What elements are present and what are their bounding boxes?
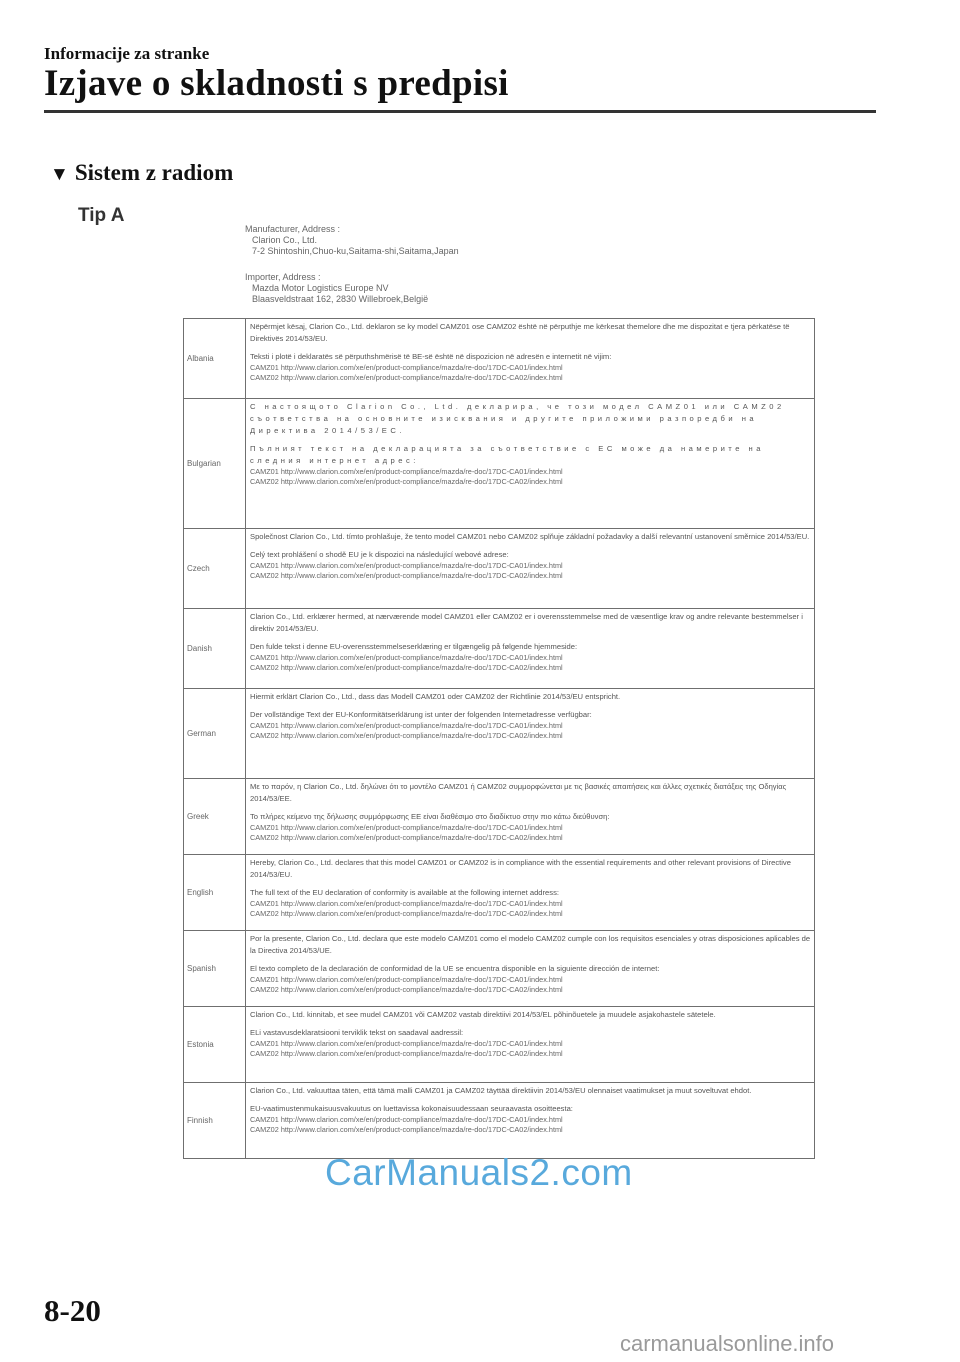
declaration-fulltext-note: Teksti i plotë i deklaratës së përputhshmërisë të BE-së është në dispozicion në adresën e internetit në vijim: xyxy=(250,352,612,361)
declaration-cell xyxy=(246,319,815,399)
declaration-url: CAMZ02 http://www.clarion.com/xe/en/product-compliance/mazda/re-doc/17DC-CA02/index.html xyxy=(250,477,563,486)
declaration-statement: Nëpërmjet kësaj, Clarion Co., Ltd. deklaron se ky model CAMZ01 ose CAMZ02 është në përputhje me kërkesat themelore dhe me dispozitat e tjera përkatëse të Direktivës 2014/53/EU. xyxy=(250,322,790,343)
declaration-statement: Hiermit erklärt Clarion Co., Ltd., dass das Modell CAMZ01 oder CAMZ02 der Richtlinie 2014/53/EU entspricht. xyxy=(250,692,621,701)
language-cell: English xyxy=(184,855,246,931)
declaration-cell xyxy=(246,931,815,1007)
declaration-statement: Por la presente, Clarion Co., Ltd. declara que este modelo CAMZ01 como el modelo CAMZ02 cumple con los requisitos esenciales y otras disposiciones aplicables de la Directiva 2014/53/UE. xyxy=(250,934,811,955)
manufacturer-name: Clarion Co., Ltd. xyxy=(252,235,318,245)
site-watermark: carmanualsonline.info xyxy=(620,1331,835,1356)
page-number: 8-20 xyxy=(44,1293,101,1328)
declaration-url: CAMZ02 http://www.clarion.com/xe/en/product-compliance/mazda/re-doc/17DC-CA02/index.html xyxy=(250,663,563,672)
manufacturer-address: 7-2 Shintoshin,Chuo-ku,Saitama-shi,Saitama,Japan xyxy=(252,246,459,256)
table-row xyxy=(184,529,815,609)
declaration-fulltext-note: Den fulde tekst i denne EU-overensstemmelseserklæring er tilgængelig på følgende hjemmeside: xyxy=(250,642,578,651)
table-row xyxy=(184,609,815,689)
declaration-fulltext-note: Der vollständige Text der EU-Konformitätserklärung ist unter der folgenden Internetadresse verfügbar: xyxy=(250,710,592,719)
declaration-cell xyxy=(246,609,815,689)
declaration-url: CAMZ02 http://www.clarion.com/xe/en/product-compliance/mazda/re-doc/17DC-CA02/index.html xyxy=(250,1125,563,1134)
table-row xyxy=(184,319,815,399)
declaration-statement: Clarion Co., Ltd. vakuuttaa täten, että tämä malli CAMZ01 ja CAMZ02 täyttää direktiivin 2014/53/EU olennaiset vaatimukset ja muut soveltuvat ehdot. xyxy=(250,1086,752,1095)
language-cell: Estonia xyxy=(184,1007,246,1083)
section-heading-text: Sistem z radiom xyxy=(74,160,234,185)
declaration-url: CAMZ01 http://www.clarion.com/xe/en/product-compliance/mazda/re-doc/17DC-CA01/index.html xyxy=(250,823,563,832)
declaration-fulltext-note: Celý text prohlášení o shodě EU je k dispozici na následující webové adrese: xyxy=(250,550,509,559)
declaration-fulltext-note: El texto completo de la declaración de conformidad de la UE se encuentra disponible en la siguiente dirección de internet: xyxy=(250,964,660,973)
manufacturer-label: Manufacturer, Address : xyxy=(245,224,341,234)
importer-name: Mazda Motor Logistics Europe NV xyxy=(252,283,389,293)
declaration-url: CAMZ01 http://www.clarion.com/xe/en/product-compliance/mazda/re-doc/17DC-CA01/index.html xyxy=(250,975,563,984)
declaration-url: CAMZ01 http://www.clarion.com/xe/en/product-compliance/mazda/re-doc/17DC-CA01/index.html xyxy=(250,899,563,908)
language-cell: Greek xyxy=(184,779,246,855)
declaration-fulltext-note: The full text of the EU declaration of conformity is available at the following internet address: xyxy=(250,888,559,897)
table-row xyxy=(184,779,815,855)
declaration-statement: Με το παρόν, η Clarion Co., Ltd. δηλώνει ότι το μοντέλο CAMZ01 ή CAMZ02 συμμορφώνεται με τις βασικές απαιτήσεις και άλλες σχετικές διατάξεις της Οδηγίας 2014/53/ΕΕ. xyxy=(250,782,787,803)
table-row xyxy=(184,1083,815,1159)
importer-address: Blaasveldstraat 162, 2830 Willebroek,België xyxy=(252,294,429,304)
declaration-url: CAMZ01 http://www.clarion.com/xe/en/product-compliance/mazda/re-doc/17DC-CA01/index.html xyxy=(250,1115,563,1124)
declaration-url: CAMZ02 http://www.clarion.com/xe/en/product-compliance/mazda/re-doc/17DC-CA02/index.html xyxy=(250,373,563,382)
declaration-url: CAMZ01 http://www.clarion.com/xe/en/product-compliance/mazda/re-doc/17DC-CA01/index.html xyxy=(250,561,563,570)
declaration-statement: С настоящото Clarion Co., Ltd. декларира, че този модел CAMZ01 или CAMZ02 съответства на основните изисквания и другите приложими разпоредби на Директива 2014/53/ЕС. xyxy=(250,402,785,435)
manufacturer-block xyxy=(245,224,459,257)
declaration-cell xyxy=(246,689,815,779)
table-row xyxy=(184,399,815,529)
declaration-statement: Společnost Clarion Co., Ltd. tímto prohlašuje, že tento model CAMZ01 nebo CAMZ02 splňuje základní požadavky a další relevantní ustanovení směrnice 2014/53/EU. xyxy=(250,532,810,541)
declaration-fulltext-note: ELi vastavusdeklaratsiooni terviklik tekst on saadaval aadressil: xyxy=(250,1028,464,1037)
language-cell: Czech xyxy=(184,529,246,609)
table-row xyxy=(184,931,815,1007)
declaration-cell xyxy=(246,1083,815,1159)
triangle-down-icon: ▼ xyxy=(50,164,69,185)
language-cell: Finnish xyxy=(184,1083,246,1159)
declaration-cell xyxy=(246,399,815,529)
tip-label: Tip A xyxy=(78,205,125,226)
language-cell: Danish xyxy=(184,609,246,689)
declaration-url: CAMZ01 http://www.clarion.com/xe/en/product-compliance/mazda/re-doc/17DC-CA01/index.html xyxy=(250,721,563,730)
declaration-url: CAMZ01 http://www.clarion.com/xe/en/product-compliance/mazda/re-doc/17DC-CA01/index.html xyxy=(250,363,563,372)
declaration-statement: Clarion Co., Ltd. erklærer hermed, at nærværende model CAMZ01 eller CAMZ02 er i overensstemmelse med de væsentlige krav og andre relevante bestemmelser i direktiv 2014/53/EU. xyxy=(250,612,803,633)
section-heading xyxy=(50,160,233,186)
page-title: Izjave o skladnosti s predpisi xyxy=(44,63,509,104)
importer-block xyxy=(245,272,428,305)
declaration-fulltext-note: Το πλήρες κείμενο της δήλωσης συμμόρφωσης ΕΕ είναι διαθέσιμο στο διαδίκτυο στην πιο κάτω διεύθυνση: xyxy=(250,812,610,821)
declaration-cell xyxy=(246,529,815,609)
language-cell: Spanish xyxy=(184,931,246,1007)
declarations-table xyxy=(183,318,815,1159)
declaration-url: CAMZ01 http://www.clarion.com/xe/en/product-compliance/mazda/re-doc/17DC-CA01/index.html xyxy=(250,1039,563,1048)
declaration-url: CAMZ02 http://www.clarion.com/xe/en/product-compliance/mazda/re-doc/17DC-CA02/index.html xyxy=(250,833,563,842)
declaration-url: CAMZ02 http://www.clarion.com/xe/en/product-compliance/mazda/re-doc/17DC-CA02/index.html xyxy=(250,571,563,580)
declaration-cell xyxy=(246,1007,815,1083)
declaration-cell xyxy=(246,779,815,855)
language-cell: Albania xyxy=(184,319,246,399)
table-row xyxy=(184,855,815,931)
importer-label: Importer, Address : xyxy=(245,272,321,282)
table-row xyxy=(184,1007,815,1083)
declaration-url: CAMZ02 http://www.clarion.com/xe/en/product-compliance/mazda/re-doc/17DC-CA02/index.html xyxy=(250,731,563,740)
declaration-url: CAMZ02 http://www.clarion.com/xe/en/product-compliance/mazda/re-doc/17DC-CA02/index.html xyxy=(250,985,563,994)
declaration-cell xyxy=(246,855,815,931)
watermark-logo: CarManuals2.com xyxy=(325,1152,633,1193)
declaration-url: CAMZ01 http://www.clarion.com/xe/en/product-compliance/mazda/re-doc/17DC-CA01/index.html xyxy=(250,653,563,662)
header-divider xyxy=(44,110,876,113)
table-row xyxy=(184,689,815,779)
declaration-url: CAMZ02 http://www.clarion.com/xe/en/product-compliance/mazda/re-doc/17DC-CA02/index.html xyxy=(250,909,563,918)
language-cell: German xyxy=(184,689,246,779)
language-cell: Bulgarian xyxy=(184,399,246,529)
section-kicker: Informacije za stranke xyxy=(44,44,210,63)
declaration-statement: Clarion Co., Ltd. kinnitab, et see mudel CAMZ01 või CAMZ02 vastab direktiivi 2014/53/EL põhinõuetele ja muudele asjakohastele sätetele. xyxy=(250,1010,716,1019)
declaration-fulltext-note: EU-vaatimustenmukaisuusvakuutus on luettavissa kokonaisuudessaan seuraavasta osoitteesta: xyxy=(250,1104,573,1113)
declaration-url: CAMZ02 http://www.clarion.com/xe/en/product-compliance/mazda/re-doc/17DC-CA02/index.html xyxy=(250,1049,563,1058)
declaration-fulltext-note: Пълният текст на декларацията за съответствие с ЕС може да намерите на следния интернет адрес: xyxy=(250,444,764,465)
declaration-statement: Hereby, Clarion Co., Ltd. declares that this model CAMZ01 or CAMZ02 is in compliance with the essential requirements and other relevant provisions of Directive 2014/53/EU. xyxy=(250,858,791,879)
declaration-url: CAMZ01 http://www.clarion.com/xe/en/product-compliance/mazda/re-doc/17DC-CA01/index.html xyxy=(250,467,563,476)
